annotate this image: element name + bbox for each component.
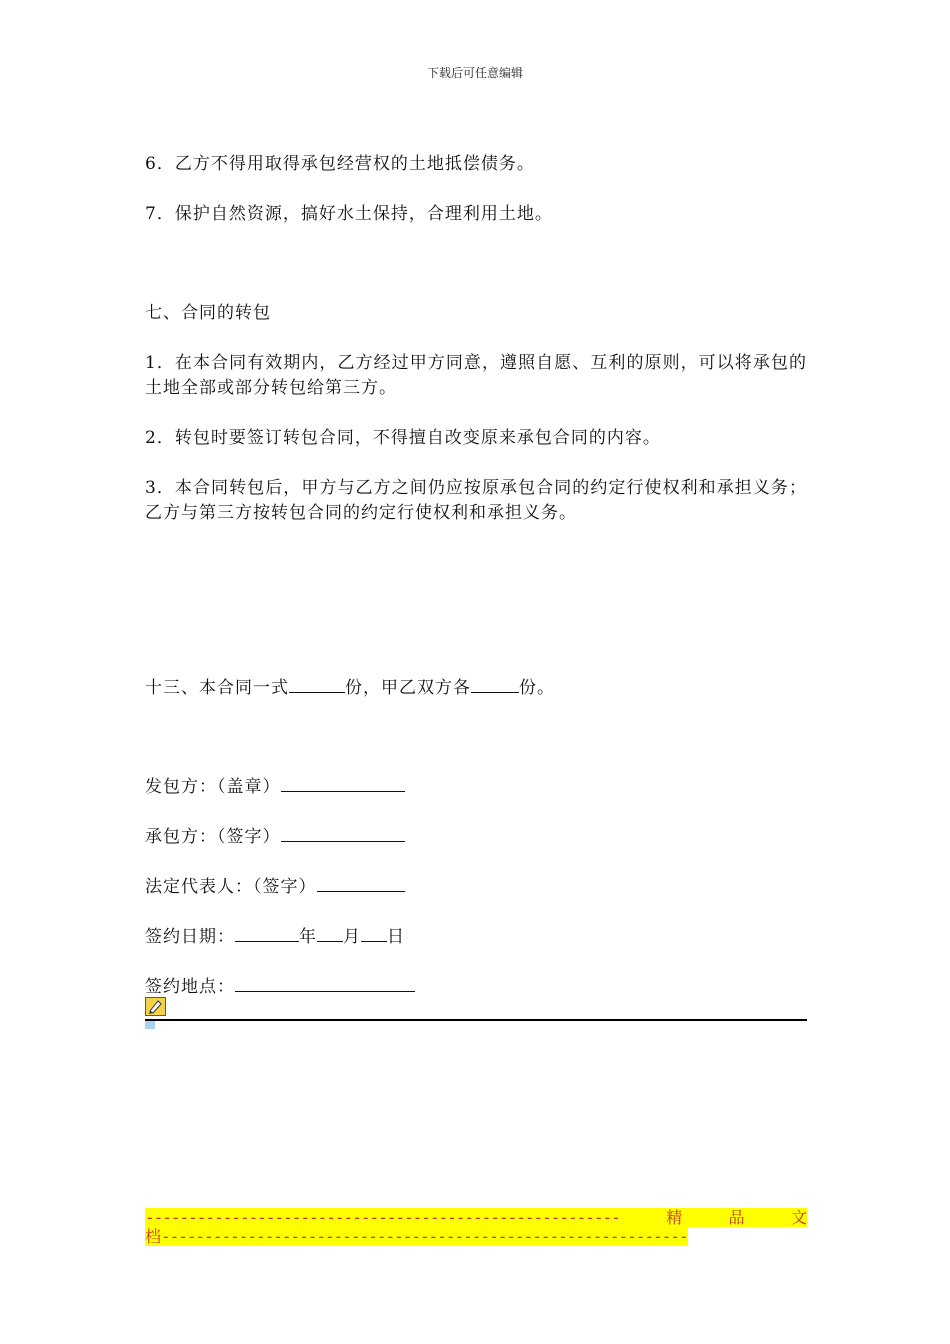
footer-dashes-left: ------------------------------------------------------- xyxy=(145,1208,620,1227)
clause-6: 6．乙方不得用取得承包经营权的土地抵偿债务。 xyxy=(145,154,535,174)
issuer-signature-row xyxy=(145,775,405,800)
footer-char-wen: 文 xyxy=(790,1208,807,1227)
clause-7: 7．保护自然资源，搞好水土保持，合理利用土地。 xyxy=(145,204,553,224)
sign-place-blank[interactable] xyxy=(235,977,415,992)
legal-rep-signature-row xyxy=(145,875,405,900)
footer-row-1 xyxy=(145,1208,807,1227)
year-label: 年 xyxy=(299,927,317,947)
month-blank[interactable] xyxy=(317,927,343,942)
footer-dashes-row2: ------------------------------------------------------------- xyxy=(161,1227,688,1246)
horizontal-rule xyxy=(145,1019,807,1021)
sign-place-row xyxy=(145,975,415,1000)
each-party-copies-blank[interactable] xyxy=(471,678,519,693)
header-note: 下载后可任意编辑 xyxy=(426,66,523,80)
footer-row-2 xyxy=(145,1227,688,1246)
contractor-label: 承包方：（签字） xyxy=(145,827,281,847)
section-seven-item-2: 2．转包时要签订转包合同，不得擅自改变原来承包合同的内容。 xyxy=(145,428,661,448)
section-seven-item-3: 3．本合同转包后，甲方与乙方之间仍应按原承包合同的约定行使权利和承担义务；乙方与第三方按转包合同的约定行使权利和承担义务。 xyxy=(145,478,807,523)
footer-char-pin: 品 xyxy=(728,1208,745,1227)
pen-icon[interactable] xyxy=(145,997,166,1016)
year-blank[interactable] xyxy=(235,927,299,942)
footer-char-jing: 精 xyxy=(666,1208,683,1227)
contractor-signature-row xyxy=(145,825,405,850)
section-thirteen xyxy=(145,676,555,701)
copies-prefix: 十三、本合同一式 xyxy=(145,678,289,698)
total-copies-blank[interactable] xyxy=(289,678,345,693)
day-label: 日 xyxy=(387,927,405,947)
issuer-seal-blank[interactable] xyxy=(281,777,405,792)
contractor-signature-blank[interactable] xyxy=(281,827,405,842)
sign-place-label: 签约地点： xyxy=(145,977,235,997)
legal-rep-signature-blank[interactable] xyxy=(317,877,405,892)
legal-rep-label: 法定代表人：（签字） xyxy=(145,877,317,897)
section-seven-item-1: 1．在本合同有效期内，乙方经过甲方同意，遵照自愿、互利的原则，可以将承包的土地全部或部分转包给第三方。 xyxy=(145,353,807,398)
copies-middle: 份，甲乙双方各 xyxy=(345,678,471,698)
sign-date-label: 签约日期： xyxy=(145,927,235,947)
issuer-label: 发包方：（盖章） xyxy=(145,777,281,797)
section-seven-heading: 七、合同的转包 xyxy=(145,303,271,323)
footer-watermark xyxy=(145,1208,807,1250)
month-label: 月 xyxy=(343,927,361,947)
sign-date-row xyxy=(145,925,405,950)
day-blank[interactable] xyxy=(361,927,387,942)
footer-char-dang: 档 xyxy=(145,1227,162,1246)
copies-suffix: 份。 xyxy=(519,678,555,698)
text-cursor-marker xyxy=(145,1021,155,1029)
